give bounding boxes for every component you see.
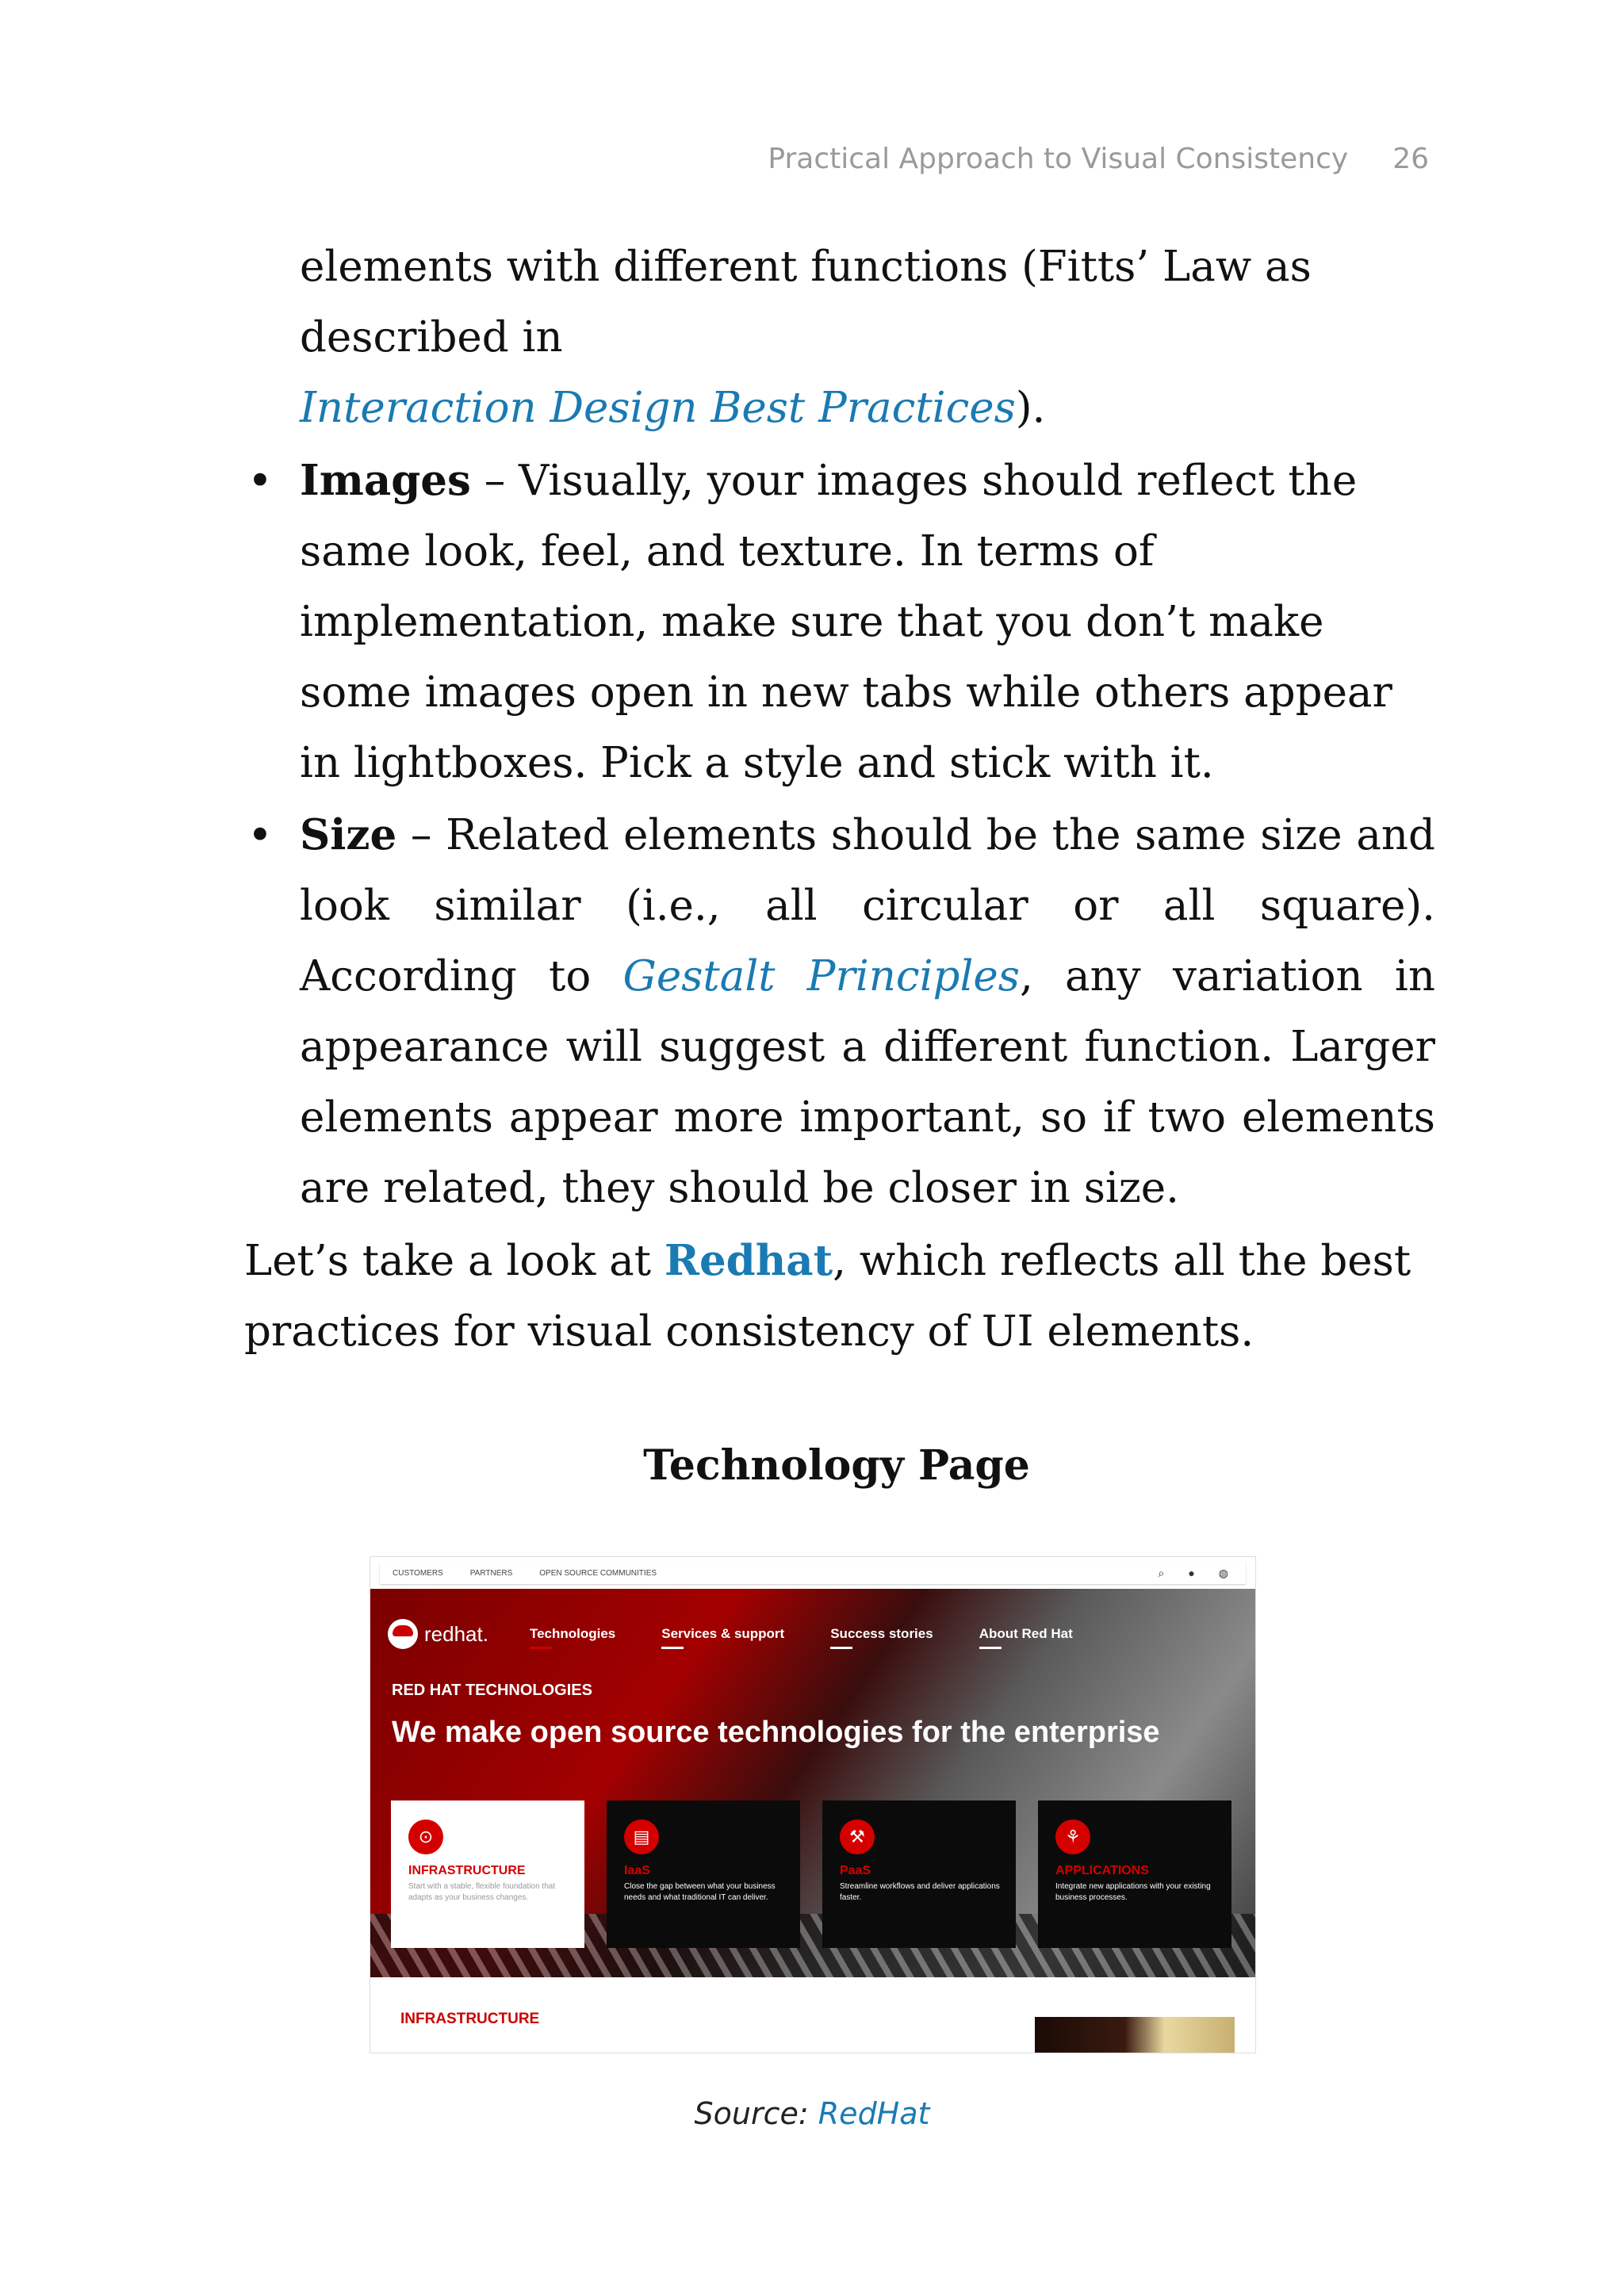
size-text-1: – Related elements should be the same size and look similar (i.e., all circular or all square). According to	[300, 811, 1435, 1001]
user-icon[interactable]: ●	[1188, 1566, 1195, 1579]
card-desc: Integrate new applications with your existing business processes.	[1055, 1882, 1211, 1902]
hero-headline: We make open source technologies for the enterprise	[392, 1716, 1160, 1749]
card-title: IaaS	[624, 1864, 650, 1877]
bullet-images	[300, 446, 1435, 798]
nav-success[interactable]: Success stories	[830, 1626, 933, 1641]
redhat-hat-icon	[388, 1619, 418, 1649]
running-header	[768, 143, 1429, 175]
card-applications[interactable]	[1038, 1800, 1231, 1948]
redhat-link[interactable]: Redhat	[664, 1236, 833, 1285]
source-link[interactable]: RedHat	[818, 2096, 930, 2131]
nav-technologies[interactable]: Technologies	[529, 1626, 616, 1641]
infrastructure-icon: ⊙	[408, 1820, 443, 1854]
bullet-dot: •	[247, 456, 273, 506]
images-term: Images	[300, 456, 471, 505]
card-infrastructure[interactable]	[391, 1800, 584, 1948]
figure-title: Technology Page	[643, 1441, 1030, 1490]
globe-icon[interactable]: ◍	[1218, 1566, 1228, 1579]
card-title: PaaS	[840, 1864, 871, 1877]
running-header-title: Practical Approach to Visual Consistency	[768, 143, 1349, 175]
card-paas[interactable]	[822, 1800, 1016, 1948]
paragraph-fitts	[300, 232, 1435, 443]
interaction-design-link[interactable]: Interaction Design Best Practices	[300, 384, 1016, 432]
utility-bar	[380, 1562, 1246, 1584]
source-label: Source:	[694, 2096, 818, 2131]
search-icon[interactable]: ⌕	[1158, 1566, 1165, 1579]
size-text-2: , any variation in appearance will suggest a different function. Larger elements appear more important, so if two elements are related, they should be closer in size.	[300, 952, 1435, 1212]
redhat-logo[interactable]	[388, 1619, 488, 1649]
hierarchy-icon: ⚘	[1055, 1820, 1090, 1854]
bullet-size	[300, 800, 1435, 1223]
redhat-pre: Let’s take a look at	[244, 1237, 665, 1285]
card-title: INFRASTRUCTURE	[408, 1864, 526, 1877]
paragraph-fitts-tail: ).	[1015, 384, 1046, 432]
main-nav	[388, 1619, 1255, 1649]
card-title: APPLICATIONS	[1055, 1864, 1149, 1877]
gestalt-link[interactable]: Gestalt Principles	[622, 952, 1020, 1001]
redhat-screenshot	[370, 1556, 1256, 2053]
bullet-dot: •	[247, 810, 273, 860]
card-desc: Close the gap between what your business needs and what traditional IT can deliver.	[624, 1882, 776, 1902]
nav-services[interactable]: Services & support	[661, 1626, 785, 1641]
figure-source	[0, 2096, 1624, 2131]
redhat-post: , which reflects all the best practices for visual consistency of UI elements.	[244, 1237, 1411, 1356]
section-thumbnail	[1035, 2017, 1235, 2053]
tools-icon: ⚒	[840, 1820, 875, 1854]
server-icon: ▤	[624, 1820, 659, 1854]
topbar-communities[interactable]: OPEN SOURCE COMMUNITIES	[539, 1568, 657, 1578]
page-number: 26	[1392, 143, 1429, 175]
size-term: Size	[300, 810, 397, 859]
logo-text: redhat.	[424, 1621, 488, 1646]
card-desc: Streamline workflows and deliver applications faster.	[840, 1882, 1000, 1902]
paragraph-fitts-text: elements with different functions (Fitts’ Law as described in	[300, 243, 1312, 362]
nav-about[interactable]: About Red Hat	[979, 1626, 1073, 1641]
technology-cards	[391, 1800, 1231, 1948]
section-label: INFRASTRUCTURE	[400, 2011, 540, 2027]
card-desc: Start with a stable, flexible foundation that adapts as your business changes.	[408, 1882, 556, 1902]
topbar-customers[interactable]: CUSTOMERS	[393, 1568, 443, 1578]
card-iaas[interactable]	[607, 1800, 800, 1948]
hero-eyebrow: RED HAT TECHNOLOGIES	[392, 1682, 592, 1699]
paragraph-redhat	[244, 1226, 1434, 1367]
topbar-partners[interactable]: PARTNERS	[469, 1568, 513, 1578]
images-text: – Visually, your images should reflect the same look, feel, and texture. In terms of implementation, make sure that you don’t make some images open in new tabs while others appear in lightboxes. Pick a style and stick with it.	[300, 457, 1392, 787]
